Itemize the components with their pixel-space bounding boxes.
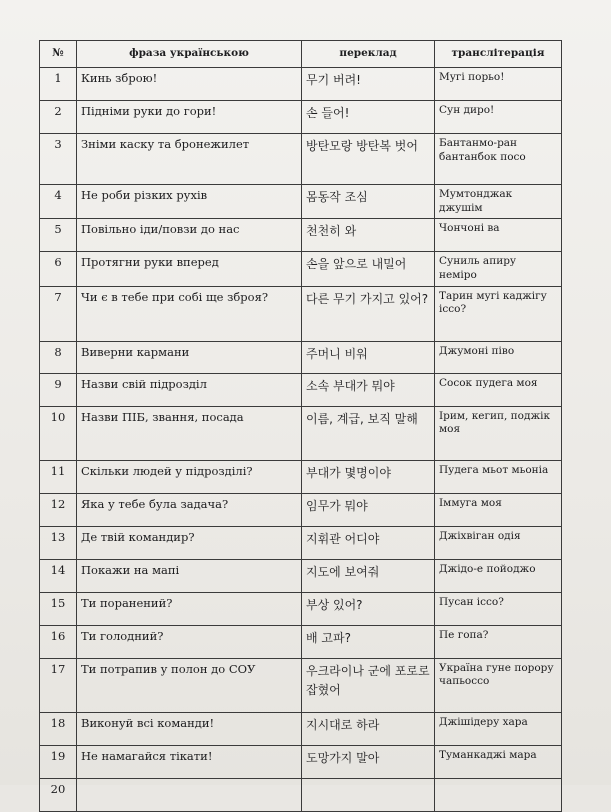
phrase-transliteration: Україна гуне порору чапьоссо	[435, 658, 562, 712]
phrase-transliteration: Сун диро!	[435, 101, 562, 134]
phrase-ukrainian: Назви свій підрозділ	[77, 373, 302, 406]
phrase-transliteration: Чончоні ва	[435, 219, 562, 252]
table-row	[40, 625, 562, 658]
phrase-transliteration: Суниль апиру неміро	[435, 252, 562, 286]
phrase-transliteration: Бантанмо-ран бантанбок посо	[435, 134, 562, 185]
phrase-ukrainian	[77, 778, 302, 811]
table-row	[40, 592, 562, 625]
row-number: 7	[40, 286, 77, 341]
phrase-ukrainian: Скільки людей у підрозділі?	[77, 460, 302, 493]
phrase-translation: 천천히 와	[302, 219, 435, 252]
table-row	[40, 778, 562, 811]
phrase-transliteration: Тарин мугі каджігу іссо?	[435, 286, 562, 341]
phrase-translation: 다른 무기 가지고 있어?	[302, 286, 435, 341]
phrase-ukrainian: Яка у тебе була задача?	[77, 493, 302, 526]
phrase-ukrainian: Назви ПІБ, звання, посада	[77, 406, 302, 460]
phrase-ukrainian: Кинь зброю!	[77, 68, 302, 101]
phrase-translation: 배 고파?	[302, 625, 435, 658]
phrase-translation: 주머니 비워	[302, 341, 435, 373]
row-number: 18	[40, 712, 77, 745]
phrasebook-table	[39, 40, 562, 812]
phrase-transliteration: Джідо-е пойоджо	[435, 559, 562, 592]
row-number: 6	[40, 252, 77, 286]
row-number: 3	[40, 134, 77, 185]
phrase-translation: 우크라이나 군에 포로로 잡혔어	[302, 658, 435, 712]
table-row	[40, 373, 562, 406]
phrase-translation: 부상 있어?	[302, 592, 435, 625]
table-row	[40, 219, 562, 252]
phrase-transliteration: Джішідеру хара	[435, 712, 562, 745]
phrase-translation: 소속 부대가 뭐야	[302, 373, 435, 406]
table-row	[40, 526, 562, 559]
row-number: 8	[40, 341, 77, 373]
phrase-ukrainian: Де твій командир?	[77, 526, 302, 559]
phrase-ukrainian: Підніми руки до гори!	[77, 101, 302, 134]
phrase-ukrainian: Виконуй всі команди!	[77, 712, 302, 745]
row-number: 10	[40, 406, 77, 460]
phrase-transliteration: Джумоні піво	[435, 341, 562, 373]
row-number: 11	[40, 460, 77, 493]
phrase-transliteration	[435, 778, 562, 811]
phrase-translation: 무기 버려!	[302, 68, 435, 101]
header-transliteration: транслітерація	[435, 41, 562, 68]
table-row	[40, 68, 562, 101]
table-row	[40, 252, 562, 286]
table-row	[40, 341, 562, 373]
row-number: 15	[40, 592, 77, 625]
row-number: 4	[40, 185, 77, 219]
phrase-translation: 손 들어!	[302, 101, 435, 134]
phrase-ukrainian: Повільно іди/повзи до нас	[77, 219, 302, 252]
table-row	[40, 745, 562, 778]
phrase-transliteration: Ірим, кегип, поджік моя	[435, 406, 562, 460]
phrase-ukrainian: Ти поранений?	[77, 592, 302, 625]
table-row	[40, 286, 562, 341]
phrase-transliteration: Пудега мьот мьоніа	[435, 460, 562, 493]
phrase-ukrainian: Не роби різких рухів	[77, 185, 302, 219]
phrase-ukrainian: Покажи на мапі	[77, 559, 302, 592]
header-translation: переклад	[302, 41, 435, 68]
phrase-ukrainian: Протягни руки вперед	[77, 252, 302, 286]
row-number: 14	[40, 559, 77, 592]
phrase-translation: 지시대로 하라	[302, 712, 435, 745]
row-number: 2	[40, 101, 77, 134]
phrase-ukrainian: Чи є в тебе при собі ще зброя?	[77, 286, 302, 341]
row-number: 16	[40, 625, 77, 658]
phrase-ukrainian: Не намагайся тікати!	[77, 745, 302, 778]
header-row	[40, 41, 562, 68]
phrase-ukrainian: Зніми каску та бронежилет	[77, 134, 302, 185]
table-row	[40, 101, 562, 134]
table-row	[40, 406, 562, 460]
row-number: 17	[40, 658, 77, 712]
phrase-transliteration: Джіхвіган одія	[435, 526, 562, 559]
phrase-transliteration: Пе гопа?	[435, 625, 562, 658]
phrase-transliteration: Сосок пудега моя	[435, 373, 562, 406]
phrase-translation: 임무가 뭐야	[302, 493, 435, 526]
phrase-transliteration: Мумтонджак джушім	[435, 185, 562, 219]
header-ukrainian: фраза українською	[77, 41, 302, 68]
table-row	[40, 493, 562, 526]
row-number: 5	[40, 219, 77, 252]
phrase-translation: 방탄모랑 방탄복 벗어	[302, 134, 435, 185]
row-number: 13	[40, 526, 77, 559]
phrase-translation	[302, 778, 435, 811]
phrase-transliteration: Пусан іссо?	[435, 592, 562, 625]
table-row	[40, 134, 562, 185]
phrase-translation: 이름, 계급, 보직 말해	[302, 406, 435, 460]
phrase-transliteration: Мугі порьо!	[435, 68, 562, 101]
phrase-ukrainian: Ти потрапив у полон до СОУ	[77, 658, 302, 712]
phrase-transliteration: Туманкаджі мара	[435, 745, 562, 778]
row-number: 1	[40, 68, 77, 101]
row-number: 19	[40, 745, 77, 778]
table-row	[40, 185, 562, 219]
phrase-translation: 지도에 보여줘	[302, 559, 435, 592]
phrase-translation: 부대가 몇명이야	[302, 460, 435, 493]
row-number: 12	[40, 493, 77, 526]
table-row	[40, 559, 562, 592]
phrase-ukrainian: Ти голодний?	[77, 625, 302, 658]
phrase-translation: 지휘관 어디야	[302, 526, 435, 559]
phrase-ukrainian: Виверни кармани	[77, 341, 302, 373]
row-number: 9	[40, 373, 77, 406]
row-number: 20	[40, 778, 77, 811]
table-row	[40, 712, 562, 745]
phrase-transliteration: Іммуга моя	[435, 493, 562, 526]
table-row	[40, 460, 562, 493]
phrase-translation: 몸동작 조심	[302, 185, 435, 219]
table-body	[40, 68, 562, 812]
phrase-translation: 도망가지 말아	[302, 745, 435, 778]
header-number: №	[40, 41, 77, 68]
table-row	[40, 658, 562, 712]
phrase-translation: 손을 앞으로 내밀어	[302, 252, 435, 286]
